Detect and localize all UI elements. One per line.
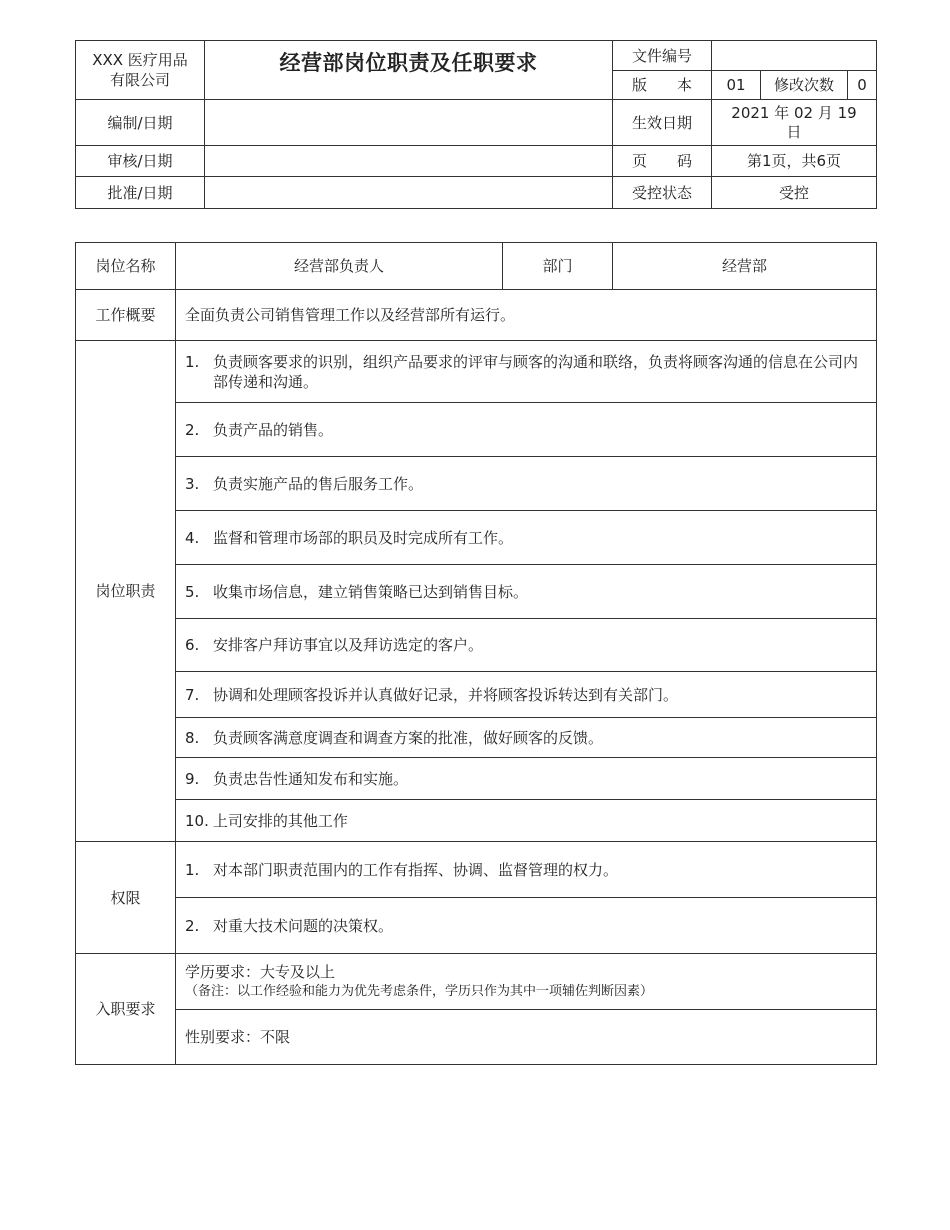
authority-text: 对本部门职责范围内的工作有指挥、协调、监督管理的权力。 <box>213 860 619 879</box>
control-status-label: 受控状态 <box>613 177 712 209</box>
doc-number-label: 文件编号 <box>613 41 712 71</box>
duty-item <box>176 800 877 842</box>
duty-number: 10. <box>185 811 209 830</box>
duty-number: 6. <box>185 636 200 654</box>
authority-item <box>176 842 877 898</box>
duty-item <box>176 619 877 672</box>
authority-number: 2. <box>185 916 200 935</box>
job-description-table <box>75 242 877 1065</box>
position-name-value: 经营部负责人 <box>176 243 503 290</box>
approved-value <box>205 177 613 209</box>
duty-text: 协调和处理顾客投诉并认真做好记录，并将顾客投诉转达到有关部门。 <box>213 685 679 704</box>
effective-date-value: 2021 年 02 月 19 日 <box>712 100 877 146</box>
authority-label: 权限 <box>76 842 176 954</box>
page-value: 第1页，共6页 <box>712 146 877 177</box>
version-label: 版 本 <box>613 71 712 100</box>
duty-item <box>176 758 877 800</box>
duty-item <box>176 718 877 758</box>
education-note: （备注：以工作经验和能力为优先考虑条件，学历只作为其中一项辅佐判断因素） <box>185 983 654 999</box>
revision-label: 修改次数 <box>761 71 848 100</box>
duty-item <box>176 511 877 565</box>
duty-number: 7. <box>185 685 200 704</box>
doc-number-value <box>712 41 877 71</box>
duty-number: 4. <box>185 528 200 547</box>
revision-value: 0 <box>848 71 877 100</box>
duty-text: 收集市场信息，建立销售策略已达到销售目标。 <box>213 582 529 601</box>
summary-label: 工作概要 <box>76 290 176 341</box>
authority-text: 对重大技术问题的决策权。 <box>213 916 394 935</box>
document-title: 经营部岗位职责及任职要求 <box>205 41 613 100</box>
education-text: 学历要求：大专及以上 <box>185 962 336 981</box>
authority-number: 1. <box>185 860 200 879</box>
duty-text: 负责产品的销售。 <box>213 420 334 439</box>
reviewed-value <box>205 146 613 177</box>
education-requirement <box>176 954 877 1010</box>
duty-text: 负责实施产品的售后服务工作。 <box>213 474 424 493</box>
page-label: 页 码 <box>613 146 712 177</box>
company-name: XXX 医疗用品有限公司 <box>76 41 205 100</box>
duty-number: 1. <box>185 352 200 371</box>
reviewed-label: 审核/日期 <box>76 146 205 177</box>
document-header-table <box>75 40 877 209</box>
duty-text: 负责忠告性通知发布和实施。 <box>213 769 409 788</box>
effective-date-label: 生效日期 <box>613 100 712 146</box>
requirements-label: 入职要求 <box>76 954 176 1065</box>
summary-value: 全面负责公司销售管理工作以及经营部所有运行。 <box>176 290 877 341</box>
duty-item <box>176 341 877 403</box>
duty-number: 8. <box>185 728 200 747</box>
position-name-label: 岗位名称 <box>76 243 176 290</box>
duty-text: 上司安排的其他工作 <box>212 811 348 830</box>
prepared-label: 编制/日期 <box>76 100 205 146</box>
version-value: 01 <box>712 71 761 100</box>
duty-text: 负责顾客要求的识别，组织产品要求的评审与顾客的沟通和联络，负责将顾客沟通的信息在公司内部传递和沟通。 <box>213 352 859 391</box>
authority-item <box>176 898 877 954</box>
approved-label: 批准/日期 <box>76 177 205 209</box>
duty-number: 2. <box>185 420 200 439</box>
duty-item <box>176 672 877 718</box>
duty-number: 3. <box>185 474 200 493</box>
prepared-value <box>205 100 613 146</box>
department-value: 经营部 <box>613 243 877 290</box>
control-status-value: 受控 <box>712 177 877 209</box>
duty-text: 监督和管理市场部的职员及时完成所有工作。 <box>213 528 514 547</box>
duty-item <box>176 565 877 619</box>
gender-requirement: 性别要求：不限 <box>176 1010 877 1065</box>
department-label: 部门 <box>503 243 613 290</box>
duty-item <box>176 457 877 511</box>
duty-number: 9. <box>185 769 200 788</box>
duty-number: 5. <box>185 582 200 601</box>
duty-text: 负责顾客满意度调查和调查方案的批准，做好顾客的反馈。 <box>213 728 604 747</box>
duties-label: 岗位职责 <box>76 341 176 842</box>
duty-item <box>176 403 877 457</box>
duty-text: 安排客户拜访事宜以及拜访选定的客户。 <box>213 636 484 654</box>
